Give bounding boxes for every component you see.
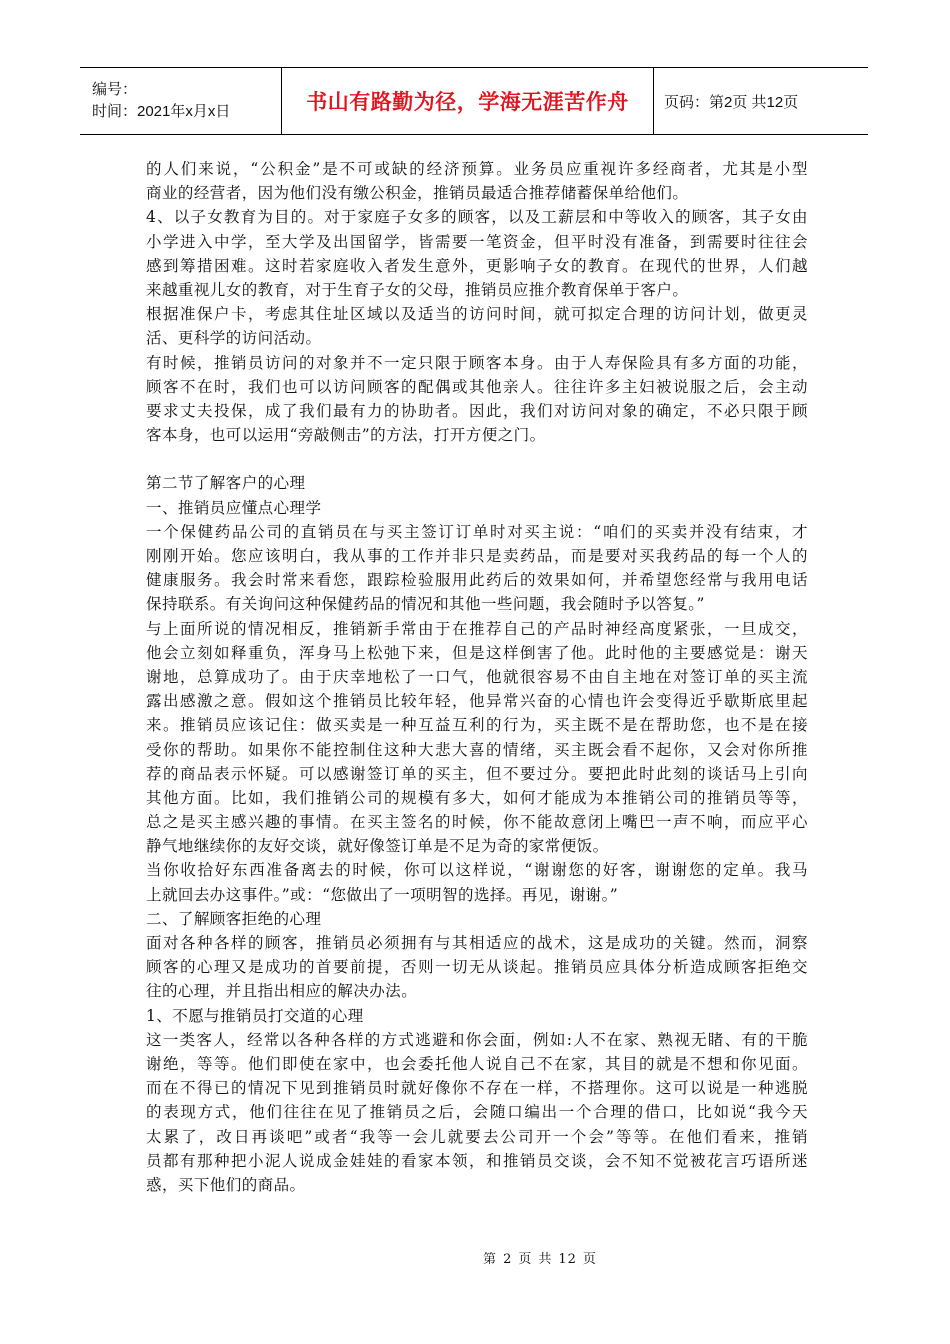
text-line: 往的心理，并且指出相应的解决办法。	[146, 982, 418, 1001]
text-line: 露出感激之意。假如这个推销员比较年轻，他异常兴奋的心情也许会变得近乎歇斯底里起	[146, 692, 808, 711]
text-line: 而在不得已的情况下见到推销员时就好像你不存在一样，不搭理你。这可以说是一种逃脱	[146, 1079, 808, 1098]
text-line: 其他方面。比如，我们推销公司的规模有多大，如何才能成为本推销公司的推销员等等，	[146, 788, 808, 807]
footer-di: 第	[483, 1252, 498, 1267]
footer-ye: 页	[582, 1252, 597, 1267]
text-line: 健康服务。我会时常来看您，跟踪检验服用此药后的效果如何，并希望您经常与我用电话	[146, 571, 808, 590]
text-line: 客本身，也可以运用“旁敲侧击”的方法，打开方便之门。	[146, 426, 546, 445]
header-motto-cell	[282, 68, 654, 134]
header-page-cell	[654, 68, 868, 134]
text-line: 保持联系。有关询问这种保健药品的情况和其他一些问题，我会随时予以答复。”	[146, 595, 705, 614]
document-date: 时间：2021年x月x日	[92, 103, 231, 120]
text-line: 荐的商品表示怀疑。可以感谢签订单的买主，但不要过分。要把此时此刻的谈话马上引向	[146, 764, 808, 783]
text-line: 谢绝，等等。他们即使在家中，也会委托他人说自己不在家，其目的就是不想和你见面。	[146, 1054, 808, 1073]
paragraph-gap	[146, 447, 808, 471]
text-line: 刚刚开始。您应该明白，我从事的工作并非只是卖药品，而是要对买我药品的每一个人的	[146, 547, 808, 565]
text-line: 来。推销员应该记住：做买卖是一种互益互利的行为，买主既不是在帮助您，也不是在接	[146, 716, 808, 735]
document-body	[146, 157, 808, 1197]
text-line: 这一类客人，经常以各种各样的方式逃避和你会面，例如:人不在家、熟视无睹、有的干脆	[146, 1030, 808, 1049]
text-line: 商业的经营者，因为他们没有缴公积金，推销员最适合推荐储蓄保单给他们。	[146, 184, 689, 203]
text-line: 与上面所说的情况相反，推销新手常由于在推荐自己的产品时神经高度紧张，一旦成交，	[146, 619, 808, 638]
subsection-heading: 二、了解顾客拒绝的心理	[146, 909, 322, 928]
document-number-label: 编号：	[92, 81, 138, 98]
text-line: 静气地继续你的友好交谈，就好像签订单是不足为奇的家常便饭。	[146, 837, 609, 856]
list-item-heading: 1、不愿与推销员打交道的心理	[146, 1006, 364, 1025]
text-line: 一个保健药品公司的直销员在与买主签订订单时对买主说：“咱们的买卖并没有结束，才	[146, 522, 808, 541]
text-line: 的表现方式，他们往往在见了推销员之后，会随口编出一个合理的借口，比如说“我今天	[146, 1103, 808, 1122]
footer-ye: 页	[518, 1252, 533, 1267]
text-line: 顾客不在时，我们也可以访问顾客的配偶或其他亲人。往往许多主妇被说服之后，会主动	[146, 377, 808, 396]
text-line: 上就回去办这事件。”或：“您做出了一项明智的选择。再见，谢谢。”	[146, 885, 619, 904]
text-line: 来越重视儿女的教育，对于生育子女的父母，推销员应推介教育保单于客户。	[146, 280, 689, 299]
text-line: 谢地，总算成功了。由于庆幸地松了一口气，他就很容易不由自主地在对签订单的买主流	[146, 667, 808, 686]
text-line: 受你的帮助。如果你不能控制住这种大悲大喜的情绪，买主既会看不起你，又会对你所推	[146, 740, 808, 759]
text-line: 太累了，改日再谈吧”或者“我等一会儿就要去公司开一个会”等等。在他们看来，推销	[146, 1127, 808, 1146]
text-line: 有时候，推销员访问的对象并不一定只限于顾客本身。由于人寿保险具有多方面的功能，	[146, 353, 808, 372]
text-line: 感到筹措困难。这时若家庭收入者发生意外，更影响子女的教育。在现代的世界，人们越	[146, 256, 808, 275]
footer-page-number: 2	[503, 1252, 513, 1267]
page-header	[80, 67, 868, 135]
subsection-heading: 一、推销员应懂点心理学	[146, 498, 322, 517]
footer-total-pages: 12	[558, 1252, 577, 1267]
section-heading: 第二节了解客户的心理	[146, 474, 306, 493]
text-line: 员都有那种把小泥人说成金娃娃的看家本领，和推销员交谈，会不知不觉被花言巧语所迷	[146, 1151, 808, 1170]
footer-gong: 共	[538, 1252, 553, 1267]
text-line: 顾客的心理又是成功的首要前提，否则一切无从谈起。推销员应具体分析造成顾客拒绝交	[146, 958, 808, 977]
text-line: 活、更科学的访问活动。	[146, 329, 322, 348]
text-line: 总之是买主感兴趣的事情。在买主签名的时候，你不能故意闭上嘴巴一声不响，而应平心	[146, 813, 808, 832]
text-line: 惑，买下他们的商品。	[146, 1175, 306, 1194]
text-line: 他会立刻如释重负，浑身马上松弛下来，但是这样倒害了他。此时他的主要感觉是：谢天	[146, 643, 808, 662]
header-page-info: 页码：第2页 共12页	[664, 93, 799, 111]
text-line: 根据准保户卡，考虑其住址区域以及适当的访问时间，就可拟定合理的访问计划，做更灵	[146, 305, 808, 324]
text-line: 要求丈夫投保，成了我们最有力的协助者。因此，我们对访问对象的确定，不必只限于顾	[146, 401, 808, 420]
page-footer	[0, 1248, 950, 1267]
text-line: 小学进入中学，至大学及出国留学，皆需要一笔资金，但平时没有准备，到需要时往往会	[146, 232, 808, 251]
header-motto: 书山有路勤为径，学海无涯苦作舟	[306, 90, 629, 114]
text-line: 面对各种各样的顾客，推销员必须拥有与其相适应的战术，这是成功的关键。然而，洞察	[146, 934, 808, 952]
text-line: 的人们来说，“公积金”是不可或缺的经济预算。业务员应重视许多经商者，尤其是小型	[146, 160, 808, 178]
header-meta-cell	[80, 68, 282, 134]
text-line: 当你收拾好东西准备离去的时候，你可以这样说，“谢谢您的好客，谢谢您的定单。我马	[146, 861, 808, 880]
text-line: 4、以子女教育为目的。对于家庭子女多的顾客，以及工薪层和中等收入的顾客，其子女由	[146, 208, 808, 227]
